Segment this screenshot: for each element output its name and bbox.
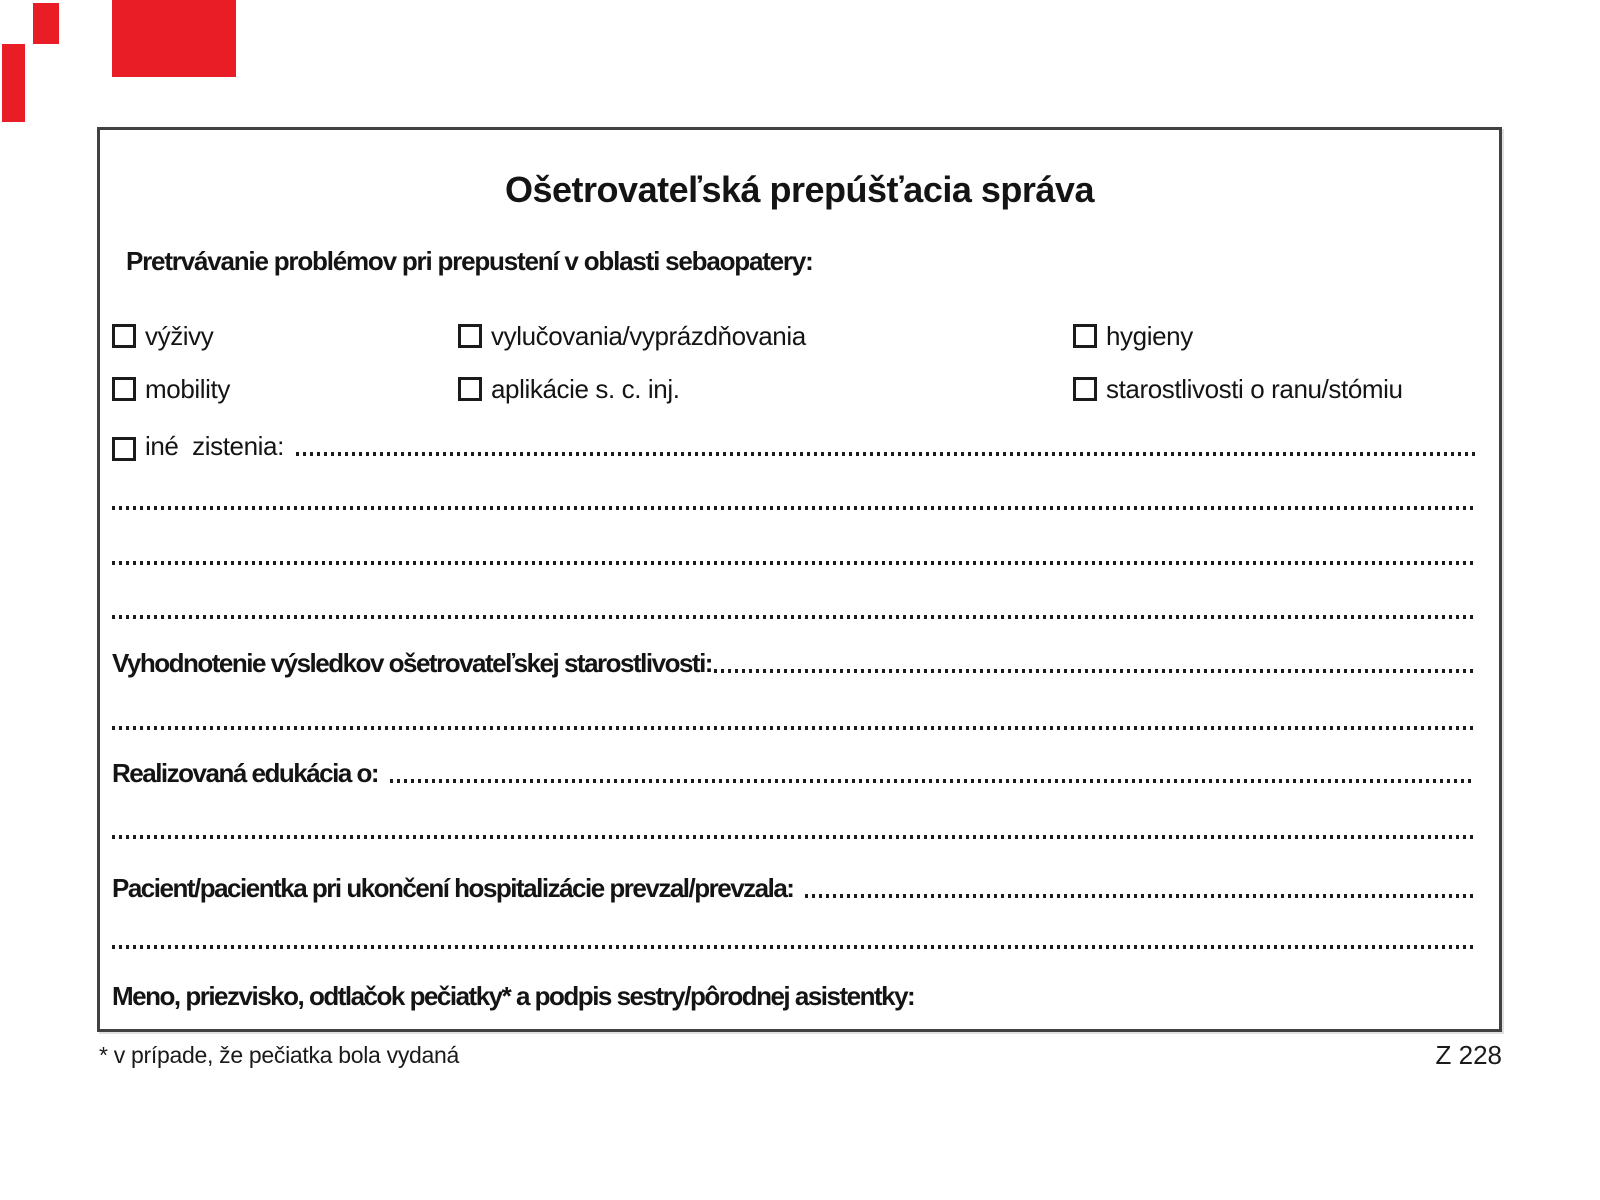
checkbox-icon[interactable] [112,377,136,401]
patient-handover-row [112,873,1475,903]
checkbox-option-vylucovania [458,320,1073,352]
form-title: Ošetrovateľská prepúšťacia správa [505,169,1094,210]
checkbox-option-hygieny [1073,320,1475,352]
checkbox-label: mobility [145,373,230,404]
red-scan-mark-large [112,0,236,77]
checkbox-option-vyzivy [112,320,458,352]
checkbox-option-starostlivosti [1073,373,1475,405]
field-line-blank-3[interactable] [112,615,1475,619]
field-line-other-findings[interactable] [296,452,1475,456]
field-line-education-2[interactable] [112,835,1475,839]
education-label: Realizovaná edukácia o: [112,758,379,788]
evaluation-label: Vyhodnotenie výsledkov ošetrovateľskej starostlivosti: [112,648,712,678]
form-border-box [97,127,1502,1032]
field-line-patient-handover-2[interactable] [112,945,1475,949]
other-findings-row [112,431,1475,461]
field-line-patient-handover[interactable] [805,894,1475,898]
checkbox-row-1 [112,320,1475,352]
checkbox-icon[interactable] [458,324,482,348]
field-line-blank-1[interactable] [112,506,1475,510]
checkbox-icon[interactable] [458,377,482,401]
checkbox-option-mobility [112,373,458,405]
signature-label: Meno, priezvisko, odtlačok pečiatky* a podpis sestry/pôrodnej asistentky: [112,981,915,1011]
education-row [112,758,1475,788]
checkbox-label: vylučovania/vyprázdňovania [491,320,806,351]
section-heading: Pretrvávanie problémov pri prepustení v oblasti sebaopatery: [126,246,813,276]
red-scan-mark-small [33,3,59,44]
checkbox-label: výživy [145,320,214,351]
checkbox-label: hygieny [1106,320,1193,351]
checkbox-icon[interactable] [1073,324,1097,348]
checkbox-row-2 [112,373,1475,405]
field-line-blank-2[interactable] [112,561,1475,565]
stamp-footnote: * v prípade, že pečiatka bola vydaná [99,1042,459,1068]
checkbox-icon[interactable] [112,324,136,348]
checkbox-icon[interactable] [112,437,136,461]
checkbox-label: starostlivosti o ranu/stómiu [1106,373,1403,404]
patient-handover-label: Pacient/pacientka pri ukončení hospitalizácie prevzal/prevzala: [112,873,794,903]
checkbox-label: aplikácie s. c. inj. [491,373,680,404]
red-scan-mark-bar [2,44,25,122]
other-findings-label: iné zistenia: [145,431,284,461]
field-line-education[interactable] [390,779,1475,783]
field-line-evaluation-2[interactable] [112,726,1475,730]
checkbox-icon[interactable] [1073,377,1097,401]
checkbox-option-aplikacie [458,373,1073,405]
form-code: Z 228 [1435,1040,1502,1070]
field-line-evaluation[interactable] [714,669,1475,673]
evaluation-row [112,648,1475,678]
